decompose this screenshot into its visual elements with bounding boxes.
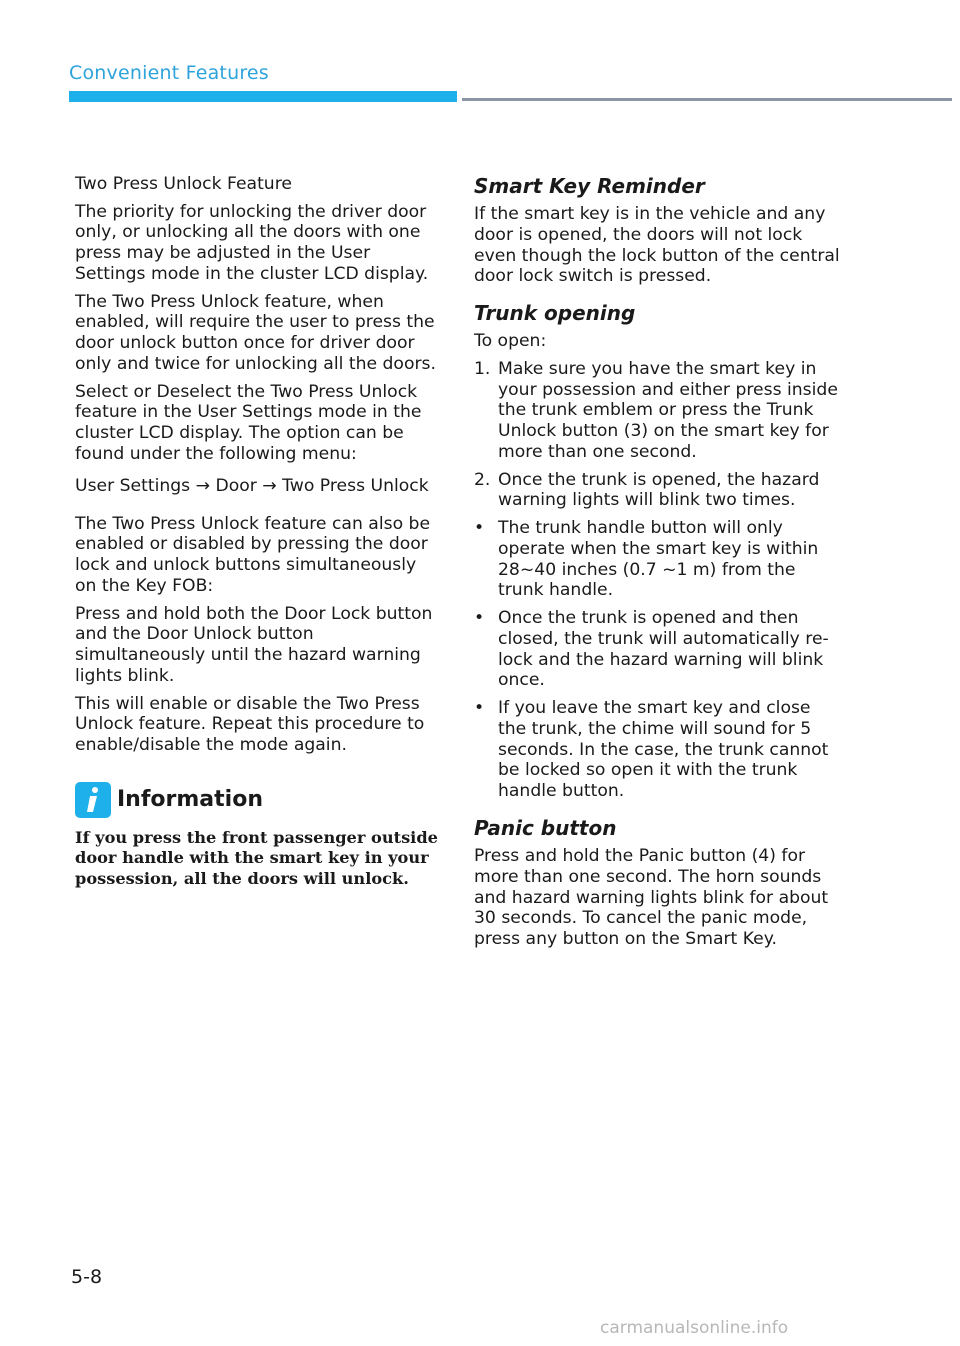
section-heading-panic-button: Panic button: [474, 815, 617, 840]
header-rule-gray: [462, 98, 952, 101]
bullet-marker: •: [474, 697, 485, 718]
section-heading-smart-key-reminder: Smart Key Reminder: [474, 174, 705, 198]
header-rule-accent: [69, 91, 457, 102]
info-icon: [75, 782, 111, 818]
paragraph: If the smart key is in the vehicle and any door is opened, the doors will not lock even though the lock button of the central door lock switch is pressed.: [474, 204, 840, 287]
right-column: [474, 174, 844, 957]
list-marker: 1.: [474, 358, 491, 379]
information-title: Information: [117, 786, 263, 812]
information-text: If you press the front passenger outside door handle with the smart key in your possession, all the doors will unlock.: [75, 827, 438, 888]
information-box: [75, 782, 443, 890]
list-item: [474, 608, 844, 691]
menu-path: User Settings → Door → Two Press Unlock: [75, 475, 429, 496]
list-item-text: If you leave the smart key and close the trunk, the chime will sound for 5 seconds. In the case, the trunk cannot be locked so open it with the trunk handle button.: [498, 697, 829, 802]
steps-list: [474, 359, 844, 511]
bullet-marker: •: [474, 607, 485, 628]
section-heading-trunk-opening: Trunk opening: [474, 301, 636, 326]
list-item-text: Once the trunk is opened, the hazard warning lights will blink two times.: [498, 469, 820, 511]
list-item: [474, 518, 844, 601]
list-item-text: Make sure you have the smart key in your possession and either press inside the trunk emblem or press the Trunk Unlock button (3) on the smart key for more than one second.: [498, 358, 838, 462]
to-open-label: To open:: [474, 331, 547, 352]
watermark: carmanualsonline.info: [600, 1318, 789, 1338]
paragraph: Select or Deselect the Two Press Unlock feature in the User Settings mode in the cluster LCD display. The option can be found under the following menu:: [75, 381, 422, 464]
left-column: [75, 174, 443, 889]
paragraph: The priority for unlocking the driver door only, or unlocking all the doors with one press may be adjusted in the User Settings mode in the cluster LCD display.: [75, 201, 429, 284]
list-marker: 2.: [474, 469, 491, 490]
paragraph: Press and hold the Panic button (4) for more than one second. The horn sounds and hazard warning lights blink for about 30 seconds. To cancel the panic mode, press any button on the Smart Key.: [474, 845, 829, 950]
header-title: Convenient Features: [69, 62, 269, 84]
list-item: [474, 698, 844, 802]
bullet-list: [474, 518, 844, 802]
list-item-text: Once the trunk is opened and then closed, the trunk will automatically re-lock and the hazard warning will blink once.: [498, 607, 829, 691]
list-item-text: The trunk handle button will only operate when the smart key is within 28~40 inches (0.7 ~1 m) from the trunk handle.: [498, 517, 819, 601]
paragraph: Press and hold both the Door Lock button and the Door Unlock button simultaneously until the hazard warning lights blink.: [75, 603, 433, 686]
list-item: [474, 470, 844, 512]
page-number: 5-8: [71, 1266, 103, 1288]
paragraph: The Two Press Unlock feature can also be enabled or disabled by pressing the door lock and unlock buttons simultaneously on the Key FOB:: [75, 513, 431, 596]
list-item: [474, 359, 844, 463]
feature-heading: Two Press Unlock Feature: [75, 174, 292, 194]
paragraph: The Two Press Unlock feature, when enabled, will require the user to press the door unlock button once for driver door only and twice for unlocking all the doors.: [75, 291, 436, 374]
bullet-marker: •: [474, 517, 485, 538]
paragraph: This will enable or disable the Two Press Unlock feature. Repeat this procedure to enable/disable the mode again.: [75, 693, 425, 756]
information-header: [75, 782, 443, 818]
